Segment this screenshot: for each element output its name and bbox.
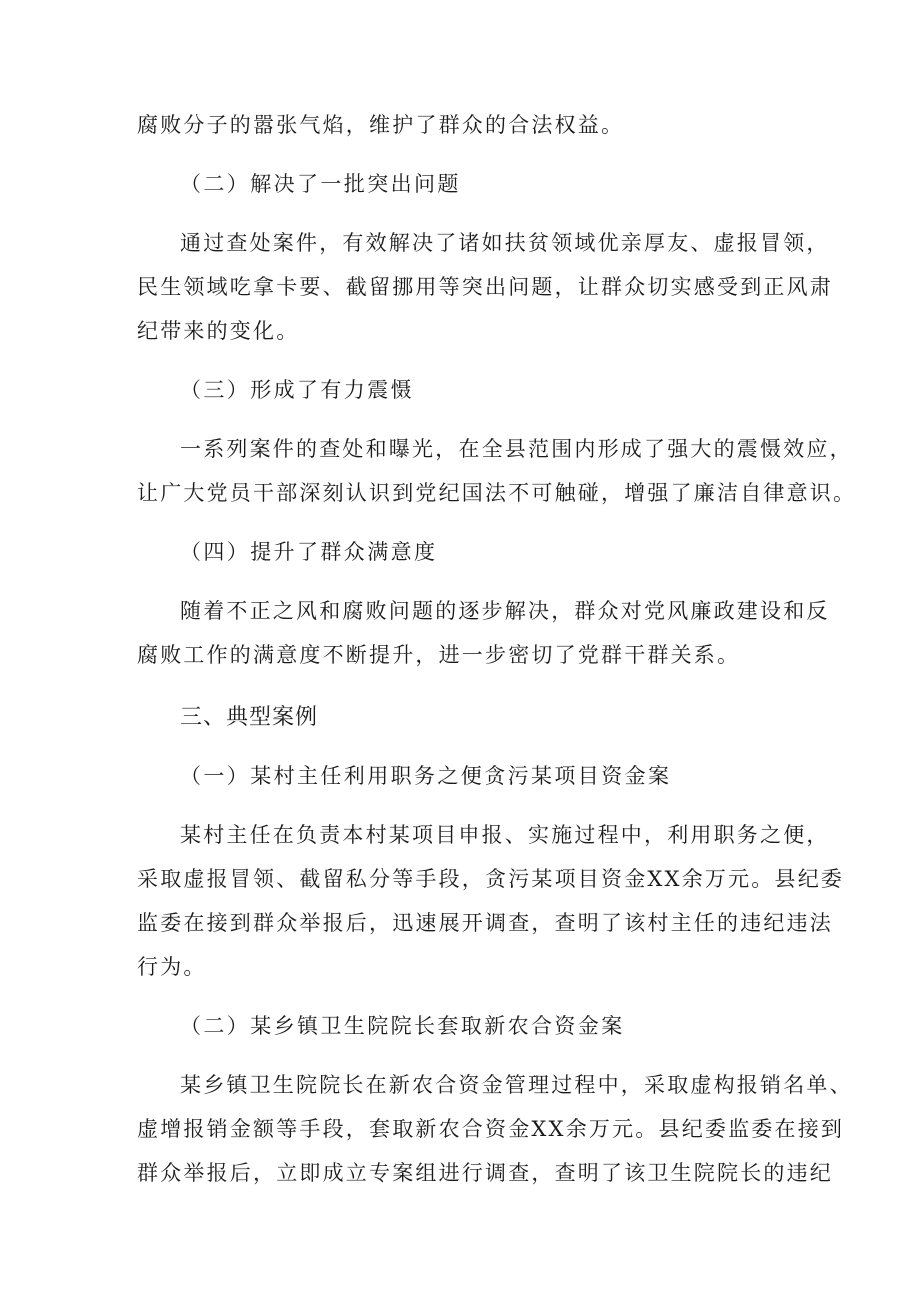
paragraph-line: 行为。 [137, 955, 207, 979]
paragraph-line: 通过查处案件，有效解决了诸如扶贫领域优亲厚友、虚报冒领， [180, 231, 830, 255]
paragraph-line: 腐败工作的满意度不断提升，进一步密切了党群干群关系。 [137, 643, 741, 667]
paragraph-line: 虚增报销金额等手段，套取新农合资金XX余万元。县纪委监委在接到 [137, 1117, 845, 1141]
subsection-title: （四）提升了群众满意度 [180, 540, 438, 564]
paragraph-line: 一系列案件的查处和曝光，在全县范围内形成了强大的震慑效应， [180, 437, 853, 461]
paragraph-line: 群众举报后，立即成立专案组进行调查，查明了该卫生院院长的违纪 [137, 1161, 833, 1185]
paragraph-line: 采取虚报冒领、截留私分等手段，贪污某项目资金XX余万元。县纪委 [137, 867, 845, 891]
subsection-title: （二）解决了一批突出问题 [180, 172, 461, 196]
subsection-title: （一）某村主任利用职务之便贪污某项目资金案 [180, 764, 672, 788]
paragraph-line: 让广大党员干部深刻认识到党纪国法不可触碰，增强了廉洁自律意识。 [137, 481, 857, 505]
paragraph-line: 随着不正之风和腐败问题的逐步解决，群众对党风廉政建设和反 [180, 599, 830, 623]
paragraph-line: 某乡镇卫生院院长在新农合资金管理过程中，采取虚构报销名单、 [180, 1073, 853, 1097]
paragraph-line: 监委在接到群众举报后，迅速展开调查，查明了该村主任的违纪违法 [137, 911, 833, 935]
subsection-title: （二）某乡镇卫生院院长套取新农合资金案 [180, 1014, 625, 1038]
paragraph-line: 纪带来的变化。 [137, 319, 300, 343]
subsection-title: （三）形成了有力震慑 [180, 378, 414, 402]
paragraph-line: 某村主任在负责本村某项目申报、实施过程中，利用职务之便， [180, 823, 830, 847]
paragraph-line: 民生领域吃拿卡要、截留挪用等突出问题，让群众切实感受到正风肃 [137, 275, 833, 299]
section-heading: 三、典型案例 [180, 705, 319, 730]
paragraph-line: 腐败分子的嚣张气焰，维护了群众的合法权益。 [137, 113, 625, 137]
